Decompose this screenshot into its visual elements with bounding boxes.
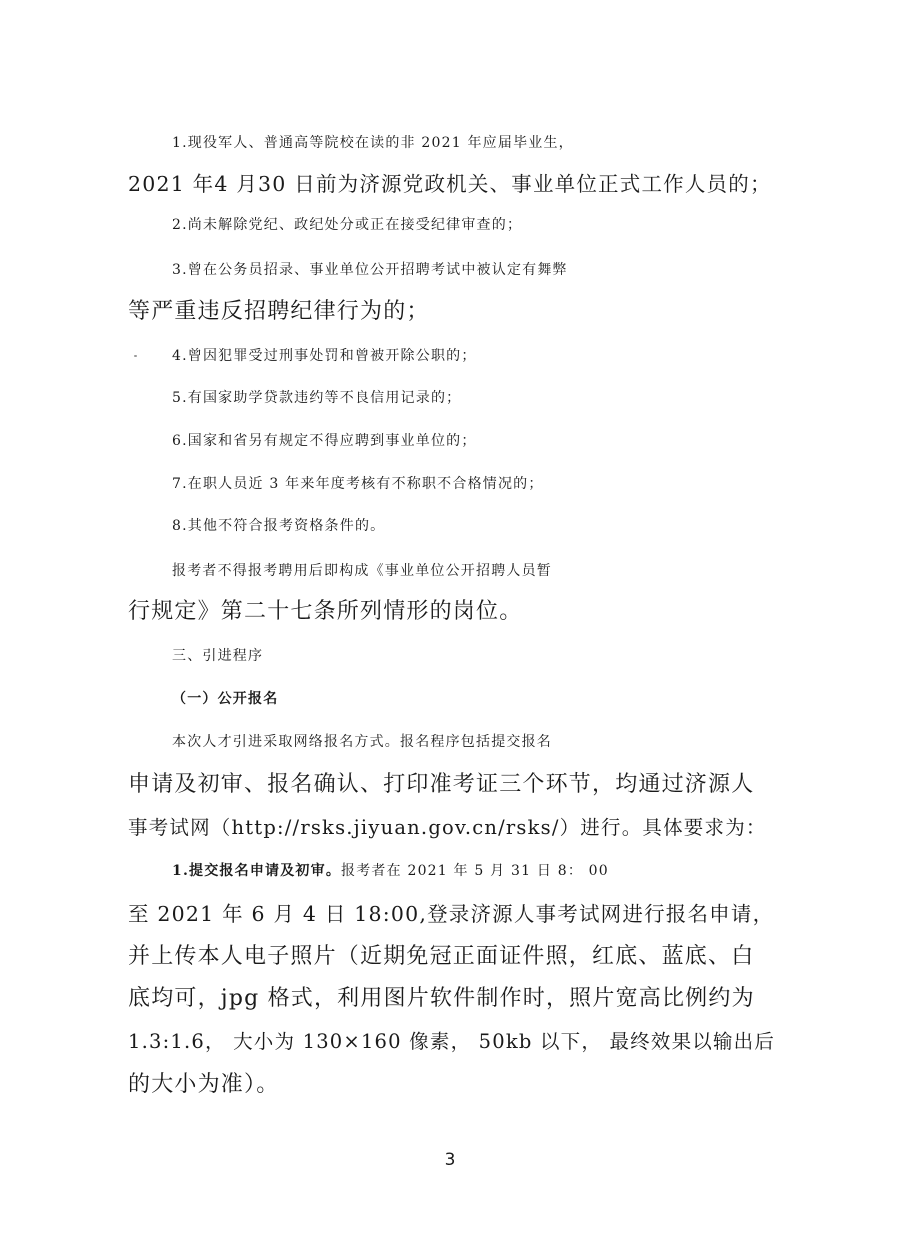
- step1-text: 报考者在 2021 年 5 月 31 日 8： 00: [341, 863, 609, 879]
- paragraph-line: 6.国家和省另有规定不得应聘到事业单位的；: [172, 433, 477, 449]
- page-number: 3: [444, 1150, 456, 1170]
- paragraph-line: 1.现役军人、普通高等院校在读的非 2021 年应届毕业生，: [172, 135, 574, 151]
- section-heading: 三、引进程序: [172, 648, 264, 664]
- paragraph-line: 并上传本人电子照片（近期免冠正面证件照，红底、蓝底、白: [128, 944, 755, 969]
- paragraph-line: 底均可，jpg 格式，利用图片软件制作时，照片宽高比例约为: [128, 986, 755, 1011]
- paragraph-line: 7.在职人员近 3 年来年度考核有不称职不合格情况的；: [172, 476, 544, 492]
- paragraph-line: 2021 年4 月30 日前为济源党政机关、事业单位正式工作人员的；: [128, 172, 772, 196]
- paragraph-line: 行规定》第二十七条所列情形的岗位。: [128, 599, 523, 624]
- paragraph-line: 5.有国家助学贷款违约等不良信用记录的；: [172, 390, 462, 406]
- paragraph-line: 等严重违反招聘纪律行为的；: [128, 299, 430, 324]
- subsection-heading: （一）公开报名: [172, 691, 279, 707]
- paragraph-line: 申请及初审、报名确认、打印准考证三个环节，均通过济源人: [128, 772, 755, 797]
- paragraph-line: 4.曾因犯罪受过刑事处罚和曾被开除公职的；: [172, 348, 477, 364]
- step1-label: 1.提交报名申请及初审。: [172, 863, 342, 879]
- paragraph-line: 8.其他不符合报考资格条件的。: [172, 518, 386, 534]
- paragraph-line: 1.3:1.6， 大小为 130×160 像素， 50kb 以下， 最终效果以输出后: [128, 1030, 776, 1053]
- paragraph-line: 报考者不得报考聘用后即构成《事业单位公开招聘人员暂: [172, 563, 552, 579]
- paragraph-line: 3.曾在公务员招录、事业单位公开招聘考试中被认定有舞弊: [172, 262, 568, 278]
- paragraph-line: 事考试网（http://rsks.jiyuan.gov.cn/rsks/）进行。具体要求为：: [128, 816, 767, 839]
- step1-line: [172, 856, 822, 886]
- paragraph-line: 2.尚未解除党纪、政纪处分或正在接受纪律审查的；: [172, 217, 523, 233]
- paragraph-line: 至 2021 年 6 月 4 日 18:00,登录济源人事考试网进行报名申请，: [128, 902, 775, 926]
- paragraph-line: 的大小为准）。: [128, 1072, 280, 1097]
- scan-speck: [134, 355, 137, 357]
- paragraph-line: 本次人才引进采取网络报名方式。报名程序包括提交报名: [172, 734, 552, 750]
